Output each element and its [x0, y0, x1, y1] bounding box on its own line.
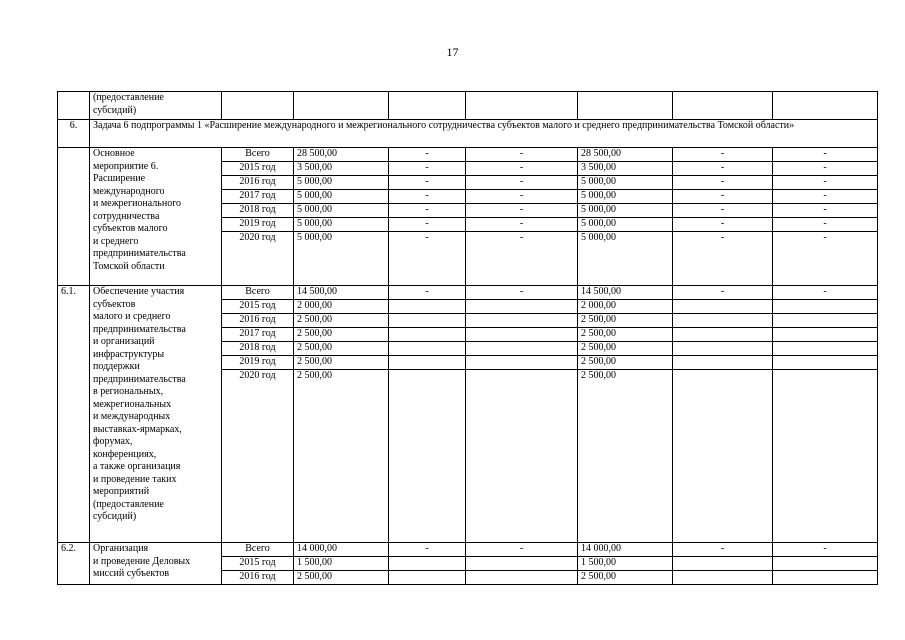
total-cell: 2 000,00: [294, 300, 389, 314]
row-number-cell: [58, 148, 90, 286]
federal-cell: -: [389, 204, 466, 218]
column-8-cell: -: [773, 162, 878, 176]
local-cell: 5 000,00: [578, 190, 673, 204]
year-cell: 2015 год: [222, 162, 294, 176]
column-7-cell: [673, 342, 773, 356]
year-cell: 2019 год: [222, 218, 294, 232]
year-cell: 2016 год: [222, 176, 294, 190]
year-cell: 2020 год: [222, 232, 294, 286]
federal-cell: [389, 571, 466, 585]
federal-cell: -: [389, 543, 466, 557]
column-8-cell: -: [773, 190, 878, 204]
total-cell: 5 000,00: [294, 218, 389, 232]
row-number-cell: [58, 92, 90, 120]
column-8-cell: -: [773, 176, 878, 190]
regional-cell: [466, 370, 578, 543]
table-row: [58, 148, 878, 162]
federal-cell: [389, 557, 466, 571]
regional-cell: [466, 557, 578, 571]
column-7-cell: [673, 300, 773, 314]
total-cell: 2 500,00: [294, 342, 389, 356]
federal-cell: -: [389, 162, 466, 176]
column-8-cell: -: [773, 286, 878, 300]
column-7-cell: [673, 557, 773, 571]
column-7-cell: -: [673, 543, 773, 557]
total-cell: 5 000,00: [294, 176, 389, 190]
year-cell: Всего: [222, 286, 294, 300]
regional-cell: [466, 342, 578, 356]
empty-cell: [578, 92, 673, 120]
federal-cell: -: [389, 190, 466, 204]
column-7-cell: [673, 314, 773, 328]
year-cell: Всего: [222, 148, 294, 162]
regional-cell: -: [466, 232, 578, 286]
year-cell: 2017 год: [222, 328, 294, 342]
total-cell: 3 500,00: [294, 162, 389, 176]
federal-cell: -: [389, 232, 466, 286]
empty-cell: [673, 92, 773, 120]
year-cell: 2016 год: [222, 571, 294, 585]
column-8-cell: [773, 557, 878, 571]
local-cell: 28 500,00: [578, 148, 673, 162]
federal-cell: [389, 370, 466, 543]
task-title-cell: Задача 6 подпрограммы 1 «Расширение международного и межрегионального сотрудничества субъектов малого и среднего предпринимательства Томской области»: [90, 120, 878, 148]
year-cell: 2018 год: [222, 342, 294, 356]
description-cell: (предоставление субсидий): [90, 92, 222, 120]
federal-cell: [389, 356, 466, 370]
regional-cell: -: [466, 148, 578, 162]
regional-cell: [466, 314, 578, 328]
federal-cell: [389, 328, 466, 342]
empty-cell: [773, 92, 878, 120]
column-8-cell: -: [773, 148, 878, 162]
table-row: [58, 286, 878, 300]
column-8-cell: -: [773, 232, 878, 286]
column-8-cell: [773, 356, 878, 370]
year-cell: 2015 год: [222, 300, 294, 314]
local-cell: 2 500,00: [578, 342, 673, 356]
regional-cell: [466, 356, 578, 370]
column-7-cell: [673, 571, 773, 585]
table-row: [58, 92, 878, 120]
regional-cell: -: [466, 286, 578, 300]
column-7-cell: -: [673, 190, 773, 204]
total-cell: 2 500,00: [294, 314, 389, 328]
column-7-cell: [673, 356, 773, 370]
regional-cell: -: [466, 190, 578, 204]
total-cell: 2 500,00: [294, 370, 389, 543]
federal-cell: [389, 342, 466, 356]
description-cell: Обеспечение участия субъектов малого и среднего предпринимательства и организаций инфраструктуры поддержки предпринимательства в региональных, межрегиональных и международных выставках-ярмарках, форумах, конференциях, а также организация и проведение таких мероприятий (предоставление субсидий): [90, 286, 222, 543]
year-cell: 2020 год: [222, 370, 294, 543]
column-8-cell: [773, 300, 878, 314]
federal-cell: -: [389, 176, 466, 190]
row-number-cell: 6.1.: [58, 286, 90, 543]
federal-cell: -: [389, 218, 466, 232]
regional-cell: -: [466, 204, 578, 218]
total-cell: 1 500,00: [294, 557, 389, 571]
column-8-cell: -: [773, 204, 878, 218]
year-cell: 2017 год: [222, 190, 294, 204]
table-row: [58, 120, 878, 148]
row-number-cell: 6.: [58, 120, 90, 148]
local-cell: 5 000,00: [578, 176, 673, 190]
local-cell: 2 500,00: [578, 356, 673, 370]
page-number: 17: [446, 45, 459, 59]
local-cell: 14 500,00: [578, 286, 673, 300]
local-cell: 2 500,00: [578, 314, 673, 328]
local-cell: 2 500,00: [578, 370, 673, 543]
column-7-cell: -: [673, 148, 773, 162]
column-7-cell: -: [673, 232, 773, 286]
row-number-cell: 6.2.: [58, 543, 90, 585]
column-7-cell: -: [673, 176, 773, 190]
total-cell: 2 500,00: [294, 356, 389, 370]
total-cell: 5 000,00: [294, 190, 389, 204]
description-cell: Организация и проведение Деловых миссий субъектов: [90, 543, 222, 585]
column-8-cell: -: [773, 543, 878, 557]
regional-cell: -: [466, 543, 578, 557]
local-cell: 2 000,00: [578, 300, 673, 314]
regional-cell: [466, 328, 578, 342]
year-cell: 2018 год: [222, 204, 294, 218]
regional-cell: [466, 571, 578, 585]
empty-cell: [294, 92, 389, 120]
total-cell: 5 000,00: [294, 232, 389, 286]
federal-cell: [389, 300, 466, 314]
year-cell: 2016 год: [222, 314, 294, 328]
empty-cell: [389, 92, 466, 120]
column-8-cell: [773, 328, 878, 342]
total-cell: 2 500,00: [294, 328, 389, 342]
total-cell: 14 000,00: [294, 543, 389, 557]
year-cell: Всего: [222, 543, 294, 557]
federal-cell: -: [389, 148, 466, 162]
empty-cell: [466, 92, 578, 120]
description-cell: Основное мероприятие 6. Расширение международного и межрегионального сотрудничества субъектов малого и среднего предпринимательства Томской области: [90, 148, 222, 286]
column-7-cell: [673, 328, 773, 342]
table-row: [58, 543, 878, 557]
column-7-cell: -: [673, 286, 773, 300]
local-cell: 3 500,00: [578, 162, 673, 176]
total-cell: 2 500,00: [294, 571, 389, 585]
local-cell: 2 500,00: [578, 571, 673, 585]
total-cell: 14 500,00: [294, 286, 389, 300]
local-cell: 2 500,00: [578, 328, 673, 342]
regional-cell: -: [466, 176, 578, 190]
regional-cell: -: [466, 218, 578, 232]
column-8-cell: [773, 314, 878, 328]
column-8-cell: -: [773, 218, 878, 232]
budget-table: [57, 91, 878, 585]
column-7-cell: -: [673, 204, 773, 218]
local-cell: 14 000,00: [578, 543, 673, 557]
year-cell: 2019 год: [222, 356, 294, 370]
empty-cell: [222, 92, 294, 120]
regional-cell: -: [466, 162, 578, 176]
column-7-cell: -: [673, 218, 773, 232]
local-cell: 5 000,00: [578, 218, 673, 232]
total-cell: 5 000,00: [294, 204, 389, 218]
column-7-cell: -: [673, 162, 773, 176]
year-cell: 2015 год: [222, 557, 294, 571]
local-cell: 1 500,00: [578, 557, 673, 571]
column-8-cell: [773, 342, 878, 356]
total-cell: 28 500,00: [294, 148, 389, 162]
federal-cell: [389, 314, 466, 328]
federal-cell: -: [389, 286, 466, 300]
column-8-cell: [773, 571, 878, 585]
local-cell: 5 000,00: [578, 232, 673, 286]
local-cell: 5 000,00: [578, 204, 673, 218]
column-8-cell: [773, 370, 878, 543]
regional-cell: [466, 300, 578, 314]
column-7-cell: [673, 370, 773, 543]
